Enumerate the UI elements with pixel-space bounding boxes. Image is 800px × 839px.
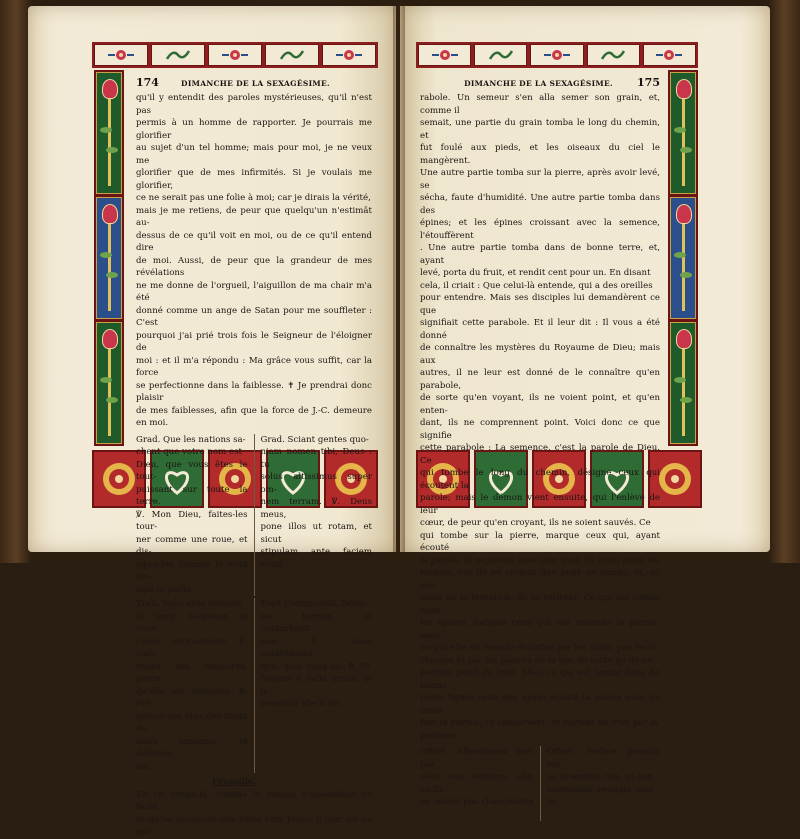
text-line: cette parabole : La semence, c'est la parole de Dieu. Ce [420,443,660,466]
lily-ornament-tile [670,72,696,194]
text-line: de mes faiblesses, afin que la force de J.-C. demeure en moi. [136,405,372,428]
text-line: . Une autre partie tomba dans de bonne terre, et, ayant [420,243,660,266]
text-line: rissez ses blessures, parce [136,661,248,684]
floral-ornament-tile [322,44,376,66]
text-line: Dieu, que vous êtes le tout- [136,459,248,482]
gospel-heading: Evangile. [212,777,257,787]
right-page-body [420,92,660,821]
floral-ornament-tile [208,44,262,66]
right-page-header [420,76,660,89]
lily-ornament-tile [670,197,696,319]
text-line: l'avez entr'ouverte. ℣. Gué- [136,636,248,659]
text-line: Offert. Perfice gressus me- [546,747,660,770]
text-line: Trait. Vous avez ébranlé [136,599,242,609]
text-line: racines, car ils ne croient que pour un temps; et, au mo- [420,568,660,591]
offertory-latin [547,746,661,821]
text-line: cœur, de peur qu'en croyant, ils ne soient sauvés. Ce [420,518,651,528]
text-line: moveantur vestigia mea : in- [546,784,660,807]
text-line: Offert. Affermissez mes pas [420,747,534,770]
scroll-ornament-tile [151,44,205,66]
text-line: ne me donne de l'orgueil, l'aiguillon de ma chair m'a été [136,280,372,303]
text-line: dessus de ce qu'il voit en moi, ou de ce qu'il entend dire [136,230,372,253]
column-divider [254,434,255,597]
text-line: les épines, indique ceux qui ont entendu la parole, mais [420,618,660,641]
text-line: levé, porta du fruit, et rendit cent pour un. En disant [420,268,651,278]
tract-french [136,598,248,773]
right-top-ornament-band [416,42,698,68]
running-title: DIMANCHE DE LA SEXAGÉSIME. [181,79,330,88]
column-divider [254,598,255,773]
column-divider [540,746,541,821]
text-line: mais je me retiens, de peur que quelqu'un n'estimât au- [136,205,372,228]
tract-latin [261,598,373,773]
text-line: qu'il y entendit des paroles mystérieuses, qu'il n'est pas [136,93,372,116]
text-line: puissant sur toute la terre. [136,484,248,507]
text-line: de moi. Aussi, de peur que la grandeur de mes révélations [136,255,372,278]
lily-ornament-tile [96,72,122,194]
gradual-columns [136,434,372,597]
text-line: autres, il ne leur est donné de le connaître qu'en parabole, [420,368,660,391]
gospel-text [420,92,660,742]
left-page-header [136,76,372,89]
text-line: niam nomen tibi, Deus : tu [260,447,372,470]
text-line: parole; mais le démon vient ensuite, qui l'enlève de leur [420,493,660,516]
text-line: la parole, la reçoivent avec joie: mais ils n'ont point de [420,555,659,566]
text-line: En ce temps-là, comme le peuple s'assemblait en foule, [136,789,372,812]
text-line: fut foulé aux pieds, et les oiseaux du ciel le mangèrent. [420,143,660,166]
text-line: pourquoi j'ai prié trois fois le Seigneur de l'éloigner de [136,330,372,353]
page-number: 174 [136,76,159,89]
text-line: en qui elle est ensuite étouffée par les soins, par les ri- [420,643,660,653]
text-line: qui tombe sur la pierre, marque ceux qui, ayant écouté [420,530,660,553]
text-line: glorifier que de mes infirmités. Si je voulais me glorifier, [136,168,372,191]
text-line: portent point de fruit. Mais ce qui est tombé dans de bonne [420,668,660,691]
gospel-text [136,789,372,839]
text-line: de sorte qu'en voyant, ils ne voient point, et qu'en enten- [420,393,660,416]
text-line: os in semitis tuis. ut non [546,772,654,782]
text-line: chent que votre nom est [136,447,242,457]
text-line: ejus, quia mota est. ℟. Ut [260,661,371,672]
lily-ornament-tile [96,322,122,444]
scroll-ornament-tile [474,44,527,66]
text-line: dant, ils ne comprennent point. Voici donc ce que signifie [420,418,660,441]
floral-ornament-tile [643,44,696,66]
text-line: rabole. Un semeur s'en alla semer son grain, et, comme il [420,93,660,116]
right-side-ornament-column [668,70,698,446]
text-line: pour entendre. Mais ses disciples lui demandèrent ce que [420,293,660,316]
text-line: terre, figure ceux qui, ayant écouté la parole avec un cœur [420,693,660,716]
left-page-body [136,92,372,839]
text-line: qui tombe le long du chemin, désigne ceux qui écoutent la [420,468,660,491]
text-line: fugiant a facie arcus; ut li- [260,674,372,697]
text-line: se perfectionne dans la faiblesse. ✝ Je prendrai donc plaisir [136,380,372,403]
text-line: au sujet d'un tel homme; mais pour moi, je ne veux me [136,143,372,166]
text-line: sipe la paille. [136,584,194,595]
text-line: les. [136,761,151,772]
text-line: bon et parfait, l'y conservent, et portent du fruit par la [420,718,659,728]
text-line: signifiait cette parabole. Et il leur dit : Il vous a été donné [420,318,660,341]
text-line: ce ne serait pas une folie à moi; car je dirais la vérité, [136,193,371,203]
lily-ornament-tile [96,197,122,319]
text-line: ment de la tentation, ils se retirent. Ce qui est tombé dans [420,593,660,616]
floral-ornament-tile [418,44,471,66]
text-line: ne soient pas chancelants : [420,797,534,820]
offertory-columns [420,746,660,821]
text-line: solus altissimus super om- [260,472,372,495]
text-line: moi : et il m'a répondu : Ma grâce vous suffit, car la force [136,355,372,378]
text-line: ner comme une roue, et dis- [136,534,248,557]
left-top-ornament-band [92,42,378,68]
text-line: Grad. Sciant gentes quo- [260,434,369,445]
epistle-text [136,92,372,430]
running-title: DIMANCHE DE LA SEXAGÉSIME. [464,79,613,88]
text-line: cela, il criait : Que celui-là entende, qui a des oreilles [420,280,653,291]
text-line: dans vos sentiers, afin qu'ils [420,772,534,795]
text-line: eam. ℣. Sana contritiones [260,636,372,659]
text-line: Grad. Que les nations sa- [136,434,246,445]
text-line: Trait Commovisti, Domi- [260,599,368,609]
text-line: sipez-les comme le vent dis- [136,559,248,582]
text-line: épines; et les épines croissant avec la semence, l'étouffèrent [420,218,660,241]
text-line: berentur electi tui. [260,699,343,709]
text-line: qu'elle est ébranlée. ℟. Pré- [136,686,248,709]
text-line: Une autre partie tomba sur la pierre, après avoir levé, se [420,168,660,191]
book-gutter [393,6,405,552]
text-line: nem terram. ℣. Deus meus, [260,497,372,520]
text-line: patience. [420,730,461,741]
text-line: et qu'on accourait des villes vers Jésus, il leur dit en par [136,814,372,837]
text-line: semait, une partie du grain tomba le long du chemin, et [420,118,660,141]
text-line: chesses et par les plaisirs de la vie; de sorte qu'ils ne [420,655,652,666]
text-line: pone illos ut rotam, et sicut [260,522,372,545]
lily-ornament-tile [670,322,696,444]
text-line: permis à un homme de rapporter. Je pourrais me glorifier [136,118,372,141]
text-line: de connaître les mystères du Royaume de Dieu; mais aux [420,343,660,366]
text-line: ne, terram, et conturbasti [260,611,372,634]
text-line: la terre, Seigneur, et vous [136,611,248,634]
floral-ornament-tile [94,44,148,66]
scroll-ornament-tile [265,44,319,66]
floral-ornament-tile [530,44,583,66]
text-line: servez vos élus des traits de [136,711,248,734]
text-line: leurs ennemis, et délivrez- [136,736,248,759]
text-line: donné comme un ange de Satan pour me souffleter : C'est [136,305,372,328]
gradual-latin [261,434,373,597]
page-number: 175 [637,76,660,89]
text-line: ℣. Mon Dieu, faites-les tour- [136,509,248,532]
text-line: sécha, faute d'humidité. Une autre partie tomba dans des [420,193,660,216]
scroll-ornament-tile [587,44,640,66]
tract-columns [136,598,372,773]
gradual-french [136,434,248,597]
text-line: stipulam ante faciem venti. [260,547,372,570]
left-side-ornament-column [94,70,124,446]
offertory-french [420,746,534,821]
